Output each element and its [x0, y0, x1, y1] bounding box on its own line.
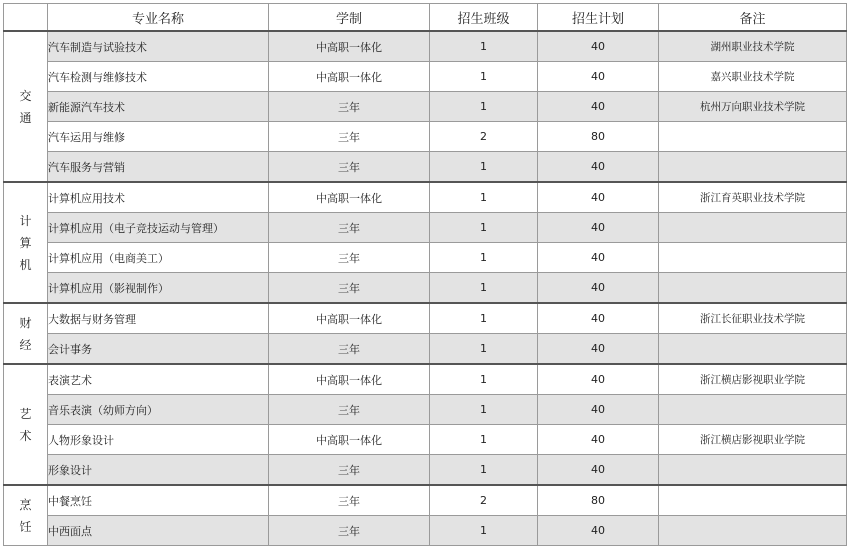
plan-cell: 80 — [538, 485, 659, 516]
plan-cell: 40 — [538, 31, 659, 62]
classes-cell: 1 — [430, 92, 538, 122]
major-name-cell: 会计事务 — [48, 334, 269, 365]
plan-cell: 40 — [538, 334, 659, 365]
note-cell: 湖州职业技术学院 — [659, 31, 847, 62]
major-name-cell: 人物形象设计 — [48, 425, 269, 455]
duration-cell: 中高职一体化 — [269, 182, 430, 213]
note-cell — [659, 485, 847, 516]
plan-cell: 40 — [538, 62, 659, 92]
major-name-cell: 汽车制造与试验技术 — [48, 31, 269, 62]
major-name-cell: 计算机应用技术 — [48, 182, 269, 213]
duration-cell: 三年 — [269, 516, 430, 546]
note-cell — [659, 273, 847, 304]
duration-cell: 中高职一体化 — [269, 31, 430, 62]
note-cell: 浙江育英职业技术学院 — [659, 182, 847, 213]
duration-cell: 中高职一体化 — [269, 425, 430, 455]
classes-cell: 1 — [430, 182, 538, 213]
category-cell — [4, 31, 48, 182]
category-char: 交 — [19, 88, 32, 103]
table-row — [4, 273, 847, 304]
header-category — [4, 4, 48, 32]
category-cell — [4, 485, 48, 546]
category-char: 财 — [19, 315, 32, 330]
major-name-cell: 音乐表演（幼师方向） — [48, 395, 269, 425]
duration-cell: 三年 — [269, 122, 430, 152]
duration-cell: 三年 — [269, 334, 430, 365]
major-name-cell: 中西面点 — [48, 516, 269, 546]
classes-cell: 2 — [430, 122, 538, 152]
major-name-cell: 汽车服务与营销 — [48, 152, 269, 183]
table-row — [4, 122, 847, 152]
duration-cell: 三年 — [269, 395, 430, 425]
header-classes: 招生班级 — [430, 4, 538, 32]
major-name-cell: 形象设计 — [48, 455, 269, 486]
major-name-cell: 大数据与财务管理 — [48, 303, 269, 334]
duration-cell: 中高职一体化 — [269, 364, 430, 395]
plan-cell: 40 — [538, 92, 659, 122]
note-cell: 嘉兴职业技术学院 — [659, 62, 847, 92]
table-row — [4, 213, 847, 243]
plan-cell: 40 — [538, 213, 659, 243]
table-row — [4, 516, 847, 546]
major-name-cell: 汽车检测与维修技术 — [48, 62, 269, 92]
duration-cell: 三年 — [269, 485, 430, 516]
major-name-cell: 新能源汽车技术 — [48, 92, 269, 122]
plan-cell: 80 — [538, 122, 659, 152]
major-name-cell: 计算机应用（电商美工） — [48, 243, 269, 273]
duration-cell: 三年 — [269, 213, 430, 243]
plan-cell: 40 — [538, 303, 659, 334]
plan-cell: 40 — [538, 455, 659, 486]
duration-cell: 中高职一体化 — [269, 303, 430, 334]
note-cell: 浙江横店影视职业学院 — [659, 364, 847, 395]
category-char: 计 — [19, 213, 32, 228]
category-cell — [4, 182, 48, 303]
table-row — [4, 334, 847, 365]
major-name-cell: 汽车运用与维修 — [48, 122, 269, 152]
major-name-cell: 表演艺术 — [48, 364, 269, 395]
classes-cell: 1 — [430, 425, 538, 455]
table-row — [4, 31, 847, 62]
classes-cell: 1 — [430, 152, 538, 183]
classes-cell: 1 — [430, 303, 538, 334]
note-cell — [659, 395, 847, 425]
enrollment-table — [3, 3, 847, 546]
category-char: 饪 — [19, 519, 32, 534]
plan-cell: 40 — [538, 152, 659, 183]
note-cell — [659, 455, 847, 486]
category-char: 术 — [19, 428, 32, 443]
note-cell — [659, 334, 847, 365]
major-name-cell: 计算机应用（电子竞技运动与管理） — [48, 213, 269, 243]
category-char: 算 — [19, 235, 32, 250]
table-row — [4, 485, 847, 516]
table-body — [4, 31, 847, 546]
header-duration: 学制 — [269, 4, 430, 32]
category-cell — [4, 364, 48, 485]
plan-cell: 40 — [538, 243, 659, 273]
table-row — [4, 243, 847, 273]
table-row — [4, 92, 847, 122]
header-plan: 招生计划 — [538, 4, 659, 32]
duration-cell: 三年 — [269, 92, 430, 122]
table-row — [4, 364, 847, 395]
duration-cell: 三年 — [269, 273, 430, 304]
header-major-name: 专业名称 — [48, 4, 269, 32]
table-header — [4, 4, 847, 32]
table-row — [4, 455, 847, 486]
table-row — [4, 303, 847, 334]
plan-cell: 40 — [538, 395, 659, 425]
category-char: 通 — [19, 110, 32, 125]
classes-cell: 1 — [430, 334, 538, 365]
major-name-cell: 中餐烹饪 — [48, 485, 269, 516]
table-row — [4, 152, 847, 183]
classes-cell: 1 — [430, 31, 538, 62]
table-row — [4, 425, 847, 455]
note-cell — [659, 243, 847, 273]
classes-cell: 1 — [430, 213, 538, 243]
note-cell: 浙江横店影视职业学院 — [659, 425, 847, 455]
classes-cell: 2 — [430, 485, 538, 516]
duration-cell: 三年 — [269, 243, 430, 273]
category-char: 烹 — [19, 497, 32, 512]
table-row — [4, 182, 847, 213]
note-cell: 杭州万向职业技术学院 — [659, 92, 847, 122]
classes-cell: 1 — [430, 243, 538, 273]
plan-cell: 40 — [538, 516, 659, 546]
classes-cell: 1 — [430, 62, 538, 92]
note-cell — [659, 152, 847, 183]
note-cell — [659, 516, 847, 546]
classes-cell: 1 — [430, 395, 538, 425]
plan-cell: 40 — [538, 273, 659, 304]
duration-cell: 三年 — [269, 152, 430, 183]
header-note: 备注 — [659, 4, 847, 32]
major-name-cell: 计算机应用（影视制作） — [48, 273, 269, 304]
category-char: 艺 — [19, 406, 32, 421]
note-cell: 浙江长征职业技术学院 — [659, 303, 847, 334]
category-cell — [4, 303, 48, 364]
classes-cell: 1 — [430, 516, 538, 546]
plan-cell: 40 — [538, 364, 659, 395]
classes-cell: 1 — [430, 455, 538, 486]
duration-cell: 三年 — [269, 455, 430, 486]
classes-cell: 1 — [430, 364, 538, 395]
note-cell — [659, 122, 847, 152]
classes-cell: 1 — [430, 273, 538, 304]
category-char: 经 — [19, 337, 32, 352]
header-row — [4, 4, 847, 32]
category-char: 机 — [19, 257, 32, 272]
note-cell — [659, 213, 847, 243]
table-row — [4, 62, 847, 92]
plan-cell: 40 — [538, 182, 659, 213]
plan-cell: 40 — [538, 425, 659, 455]
duration-cell: 中高职一体化 — [269, 62, 430, 92]
table-row — [4, 395, 847, 425]
